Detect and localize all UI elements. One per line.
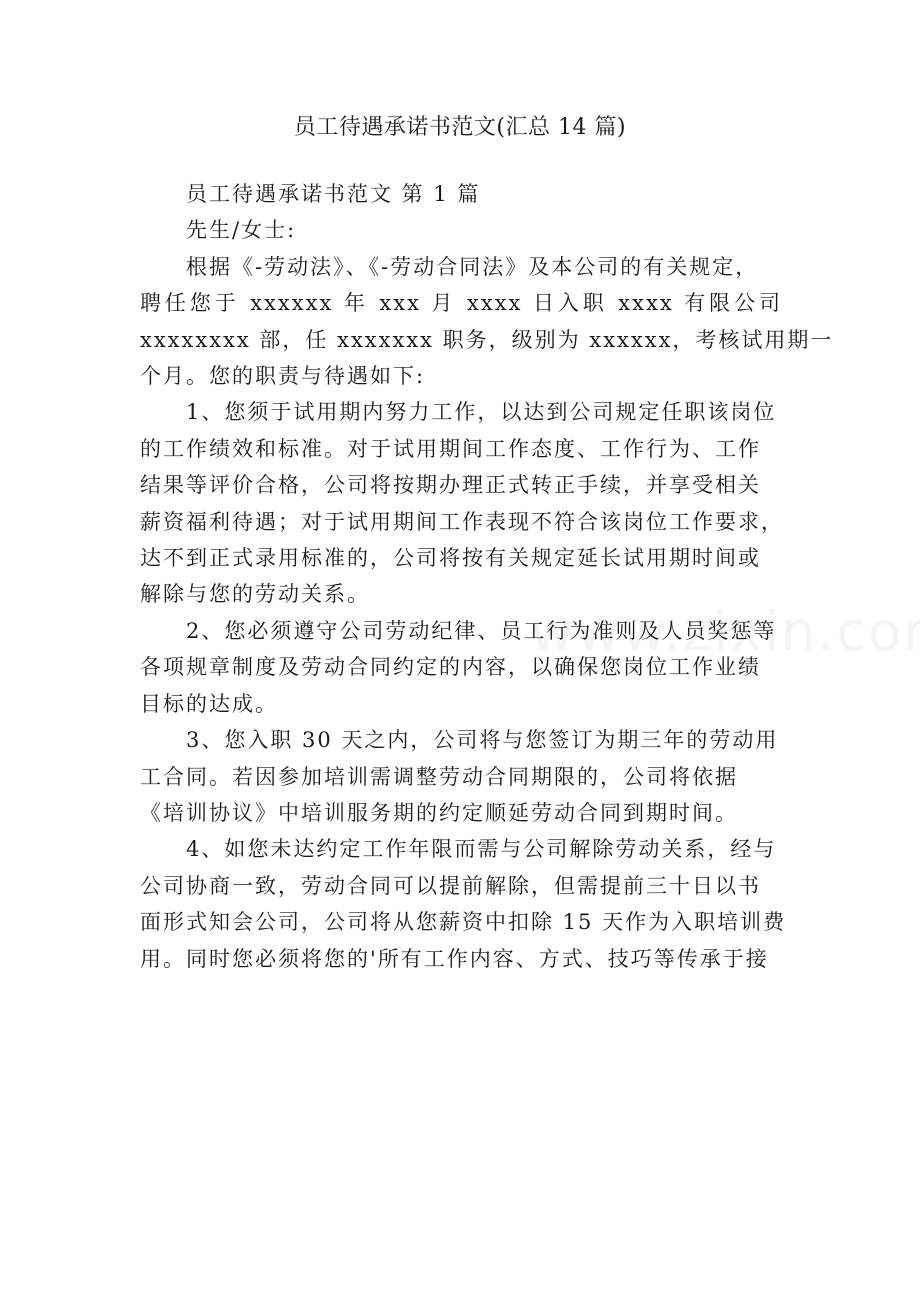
document-body: [140, 176, 834, 977]
text-line: 聘任您于 xxxxxx 年 xxx 月 xxxx 日入职 xxxx 有限公司: [140, 291, 782, 316]
text-line: 1、您须于试用期内努力工作，以达到公司规定任职该岗位: [186, 400, 777, 425]
text-line: 3、您入职 30 天之内，公司将与您签订为期三年的劳动用: [186, 728, 779, 753]
text-line: 2、您必须遵守公司劳动纪律、员工行为准则及人员奖惩等: [186, 618, 777, 643]
document-title: 员工待遇承诺书范文(汇总 14 篇): [293, 115, 627, 140]
text-line: 公司协商一致，劳动合同可以提前解除，但需提前三十日以书: [140, 873, 761, 898]
text-line: 个月。您的职责与待遇如下:: [140, 364, 426, 389]
text-line: 解除与您的劳动关系。: [140, 582, 370, 607]
text-line: 用。同时您必须将您的'所有工作内容、方式、技巧等传承于接: [140, 946, 769, 971]
text-line: 《培训协议》中培训服务期的约定顺延劳动合同到期时间。: [140, 800, 738, 825]
text-line: 薪资福利待遇；对于试用期间工作表现不符合该岗位工作要求，: [140, 509, 784, 534]
text-line: 根据《-劳动法》、《-劳动合同法》及本公司的有关规定，: [186, 254, 759, 279]
text-line: 面形式知会公司，公司将从您薪资中扣除 15 天作为入职培训费: [140, 910, 787, 935]
text-line: 达不到正式录用标准的，公司将按有关规定延长试用期时间或: [140, 546, 761, 571]
text-line: 各项规章制度及劳动合同约定的内容，以确保您岗位工作业绩: [140, 655, 761, 680]
text-line: 工合同。若因参加培训需调整劳动合同期限的，公司将依据: [140, 764, 738, 789]
text-line: 4、如您未达约定工作年限而需与公司解除劳动关系，经与: [186, 837, 777, 862]
text-line: 员工待遇承诺书范文 第 1 篇: [186, 182, 481, 206]
text-line: 结果等评价合格，公司将按期办理正式转正手续，并享受相关: [140, 473, 761, 498]
text-line: 先生/女士:: [186, 218, 297, 243]
text-line: xxxxxxxx 部，任 xxxxxxx 职务，级别为 xxxxxx，考核试用期一: [140, 327, 834, 352]
text-line: 目标的达成。: [140, 691, 278, 716]
text-line: 的工作绩效和标准。对于试用期间工作态度、工作行为、工作: [140, 436, 761, 461]
